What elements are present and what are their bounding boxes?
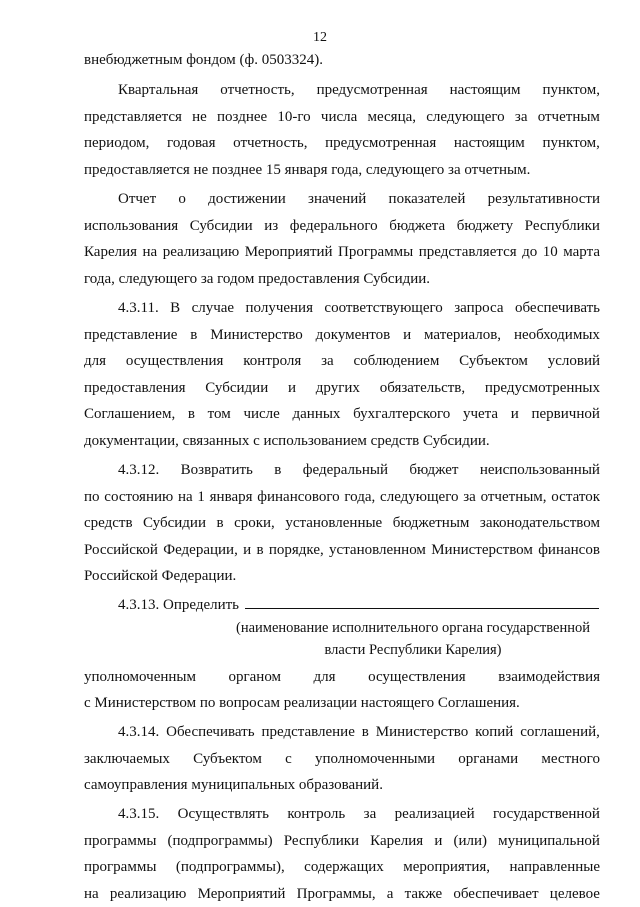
word: запроса <box>454 300 504 316</box>
text-line <box>84 537 600 563</box>
word: органами <box>458 751 519 767</box>
word: целевое <box>549 886 600 902</box>
word: и <box>243 542 252 558</box>
word: уполномоченными <box>314 751 435 767</box>
word: в <box>187 406 195 422</box>
word: законодательством <box>479 515 600 531</box>
word: для <box>84 353 107 369</box>
word: показателей <box>388 191 466 207</box>
text-line <box>84 348 600 374</box>
word: Республики <box>283 833 360 849</box>
word: направленные <box>509 859 600 875</box>
word: предусмотренная <box>316 82 428 98</box>
word: настоящим <box>453 135 525 151</box>
word: представление <box>84 327 178 343</box>
word: местного <box>541 751 600 767</box>
word: Карелия <box>370 833 424 849</box>
text-line: 4.3.13. Определить <box>118 592 600 618</box>
word: Субсидии <box>205 380 269 396</box>
text-line <box>84 322 600 348</box>
text-line: предоставляется не позднее 15 января года, следующего за отчетным. <box>84 162 531 178</box>
word: других <box>315 380 360 396</box>
word: предоставления <box>84 380 186 396</box>
word: в <box>256 542 264 558</box>
word: не <box>192 109 207 125</box>
word: осуществления <box>125 353 224 369</box>
word: неиспользованный <box>479 462 600 478</box>
word: в <box>274 462 282 478</box>
word: (подпрограммы) <box>167 833 273 849</box>
word: Министерство <box>375 724 469 740</box>
text-line: Российской Федерации. <box>84 568 237 584</box>
word: том <box>207 406 231 422</box>
word: Министерство <box>210 327 303 343</box>
word: 4.3.15. <box>118 806 160 822</box>
word: федеральный <box>302 462 388 478</box>
word: а <box>386 886 394 902</box>
word: за <box>363 806 377 822</box>
word: также <box>404 886 443 902</box>
text-line <box>118 801 600 827</box>
text-line <box>84 484 600 510</box>
text-line <box>84 828 600 854</box>
word: 4.3.12. <box>118 462 160 478</box>
word: получения <box>245 300 313 316</box>
word: мероприятия, <box>403 859 491 875</box>
word: реализацию <box>109 886 187 902</box>
text-line: документации, связанных с использованием средств Субсидии. <box>84 433 490 449</box>
word: соответствующего <box>324 300 443 316</box>
blank-caption-line: власти Республики Карелия) <box>324 642 502 658</box>
word: из <box>264 218 279 234</box>
text-line: года, следующего за годом предоставления Субсидии. <box>84 271 431 287</box>
word: настоящим <box>449 82 521 98</box>
word: Республики <box>524 218 600 234</box>
word: бюджетным <box>392 515 470 531</box>
page-number: 12 <box>313 30 327 45</box>
word: в <box>216 515 224 531</box>
text-line <box>84 375 600 401</box>
word: содержащих <box>304 859 384 875</box>
word: уполномоченным <box>84 669 196 685</box>
word: Федерации, <box>163 542 238 558</box>
word: Российской <box>84 542 158 558</box>
word: обеспечивать <box>514 300 600 316</box>
word: Соглашением, <box>84 406 176 422</box>
word: условий <box>547 353 600 369</box>
word: состоянию <box>104 489 174 505</box>
word: Обеспечивать <box>166 724 255 740</box>
word: отчетность, <box>233 135 308 151</box>
text-line <box>84 510 600 536</box>
word: (подпрограммы), <box>175 859 285 875</box>
word: В <box>170 300 181 316</box>
word: Возвратить <box>180 462 253 478</box>
word: Субъектом <box>193 751 262 767</box>
word: пунктом, <box>542 82 600 98</box>
word: за <box>514 109 528 125</box>
word: марта <box>563 244 600 260</box>
word: и <box>403 327 412 343</box>
word: в <box>361 724 369 740</box>
text-line <box>84 881 600 907</box>
word: представление <box>261 724 355 740</box>
word: за <box>321 353 334 369</box>
word: и <box>434 833 443 849</box>
word: бухгалтерского <box>353 406 451 422</box>
word: государственной <box>493 806 600 822</box>
word: финансового <box>257 489 340 505</box>
word: достижении <box>208 191 286 207</box>
word: взаимодействия <box>498 669 600 685</box>
word: документов <box>315 327 391 343</box>
word: и <box>510 406 519 422</box>
word: годовая <box>167 135 216 151</box>
word: первичной <box>531 406 600 422</box>
text-line: внебюджетным фондом (ф. 0503324). <box>84 52 323 68</box>
word: установленном <box>329 542 426 558</box>
word: пунктом, <box>542 135 600 151</box>
text-line: самоуправления муниципальных образований. <box>84 777 383 793</box>
text-line <box>84 104 600 130</box>
text-line <box>118 77 600 103</box>
word: значений <box>308 191 367 207</box>
word: позднее <box>217 109 268 125</box>
word: бюджета <box>389 218 446 234</box>
word: заключаемых <box>84 751 170 767</box>
word: представляется <box>418 244 517 260</box>
word: порядке, <box>268 542 324 558</box>
word: Субсидии <box>143 515 206 531</box>
text-line <box>84 401 600 427</box>
word: (или) <box>453 833 488 849</box>
text-line <box>84 854 600 880</box>
word: средств <box>84 515 133 531</box>
word: представляется <box>84 109 182 125</box>
blank-caption <box>226 617 600 661</box>
word: учета <box>462 406 499 422</box>
word: отчетность, <box>220 82 295 98</box>
word: программы <box>84 859 157 875</box>
word: Отчет <box>118 191 157 207</box>
word: случае <box>191 300 235 316</box>
word: реализацией <box>394 806 475 822</box>
word: соглашений, <box>520 724 600 740</box>
word: 10 <box>542 244 558 260</box>
word: для <box>313 669 336 685</box>
word: обеспечивает <box>453 886 539 902</box>
word: необходимых <box>513 327 600 343</box>
text-line <box>118 186 600 212</box>
word: числе <box>243 406 280 422</box>
word: остаток <box>551 489 600 505</box>
text-line <box>84 239 600 265</box>
text-line <box>118 457 600 483</box>
word: 4.3.11. <box>118 300 159 316</box>
word: федерального <box>289 218 378 234</box>
fill-in-blank-line <box>245 592 599 609</box>
word: предусмотренных <box>484 380 600 396</box>
word: финансов <box>538 542 600 558</box>
word: использования <box>84 218 179 234</box>
word: месяца, <box>367 109 417 125</box>
word: Программы <box>338 244 414 260</box>
word: на <box>177 489 193 505</box>
word: на <box>84 886 99 902</box>
word: Мероприятий <box>244 244 333 260</box>
word: Субсидии <box>189 218 253 234</box>
word: 10-го <box>277 109 311 125</box>
word: отчетным, <box>480 489 547 505</box>
word: обязательств, <box>379 380 466 396</box>
word: отчетным <box>537 109 600 125</box>
word: осуществления <box>368 669 466 685</box>
word: предусмотренная <box>325 135 437 151</box>
word: контроля <box>243 353 302 369</box>
word: бюджет <box>409 462 459 478</box>
word: данных <box>292 406 341 422</box>
word: бюджету <box>456 218 514 234</box>
word: установленные <box>285 515 383 531</box>
word: органом <box>228 669 282 685</box>
word: с <box>285 751 292 767</box>
word: до <box>522 244 538 260</box>
word: Мероприятий <box>197 886 286 902</box>
text-line <box>84 213 600 239</box>
word: контроль <box>287 806 346 822</box>
word: на <box>142 244 158 260</box>
word: 1 <box>197 489 205 505</box>
word: сроки, <box>234 515 275 531</box>
word: Карелия <box>84 244 138 260</box>
word: года, <box>344 489 376 505</box>
word: Программы, <box>296 886 376 902</box>
word: по <box>84 489 100 505</box>
word: следующего <box>380 489 459 505</box>
word: и <box>288 380 297 396</box>
text-line <box>118 295 600 321</box>
word: муниципальной <box>498 833 600 849</box>
word: следующего <box>426 109 505 125</box>
word: периодом, <box>84 135 150 151</box>
text-line <box>84 746 600 772</box>
word: результативности <box>487 191 600 207</box>
word: соблюдением <box>353 353 440 369</box>
text-line: с Министерством по вопросам реализации настоящего Соглашения. <box>84 695 520 711</box>
word: Министерством <box>431 542 533 558</box>
text-line <box>118 719 600 745</box>
word: Субъектом <box>459 353 528 369</box>
word: программы <box>84 833 157 849</box>
word: января <box>209 489 253 505</box>
word: в <box>190 327 198 343</box>
word: за <box>463 489 476 505</box>
word: о <box>178 191 186 207</box>
word: копий <box>475 724 514 740</box>
text-line <box>84 664 600 690</box>
word: 4.3.14. <box>118 724 160 740</box>
word: реализацию <box>162 244 240 260</box>
word: материалов, <box>424 327 502 343</box>
word: Осуществлять <box>177 806 269 822</box>
word: числа <box>320 109 358 125</box>
word: Квартальная <box>118 82 199 98</box>
text-line <box>84 130 600 156</box>
blank-caption-line: (наименование исполнительного органа государственной <box>236 620 590 636</box>
